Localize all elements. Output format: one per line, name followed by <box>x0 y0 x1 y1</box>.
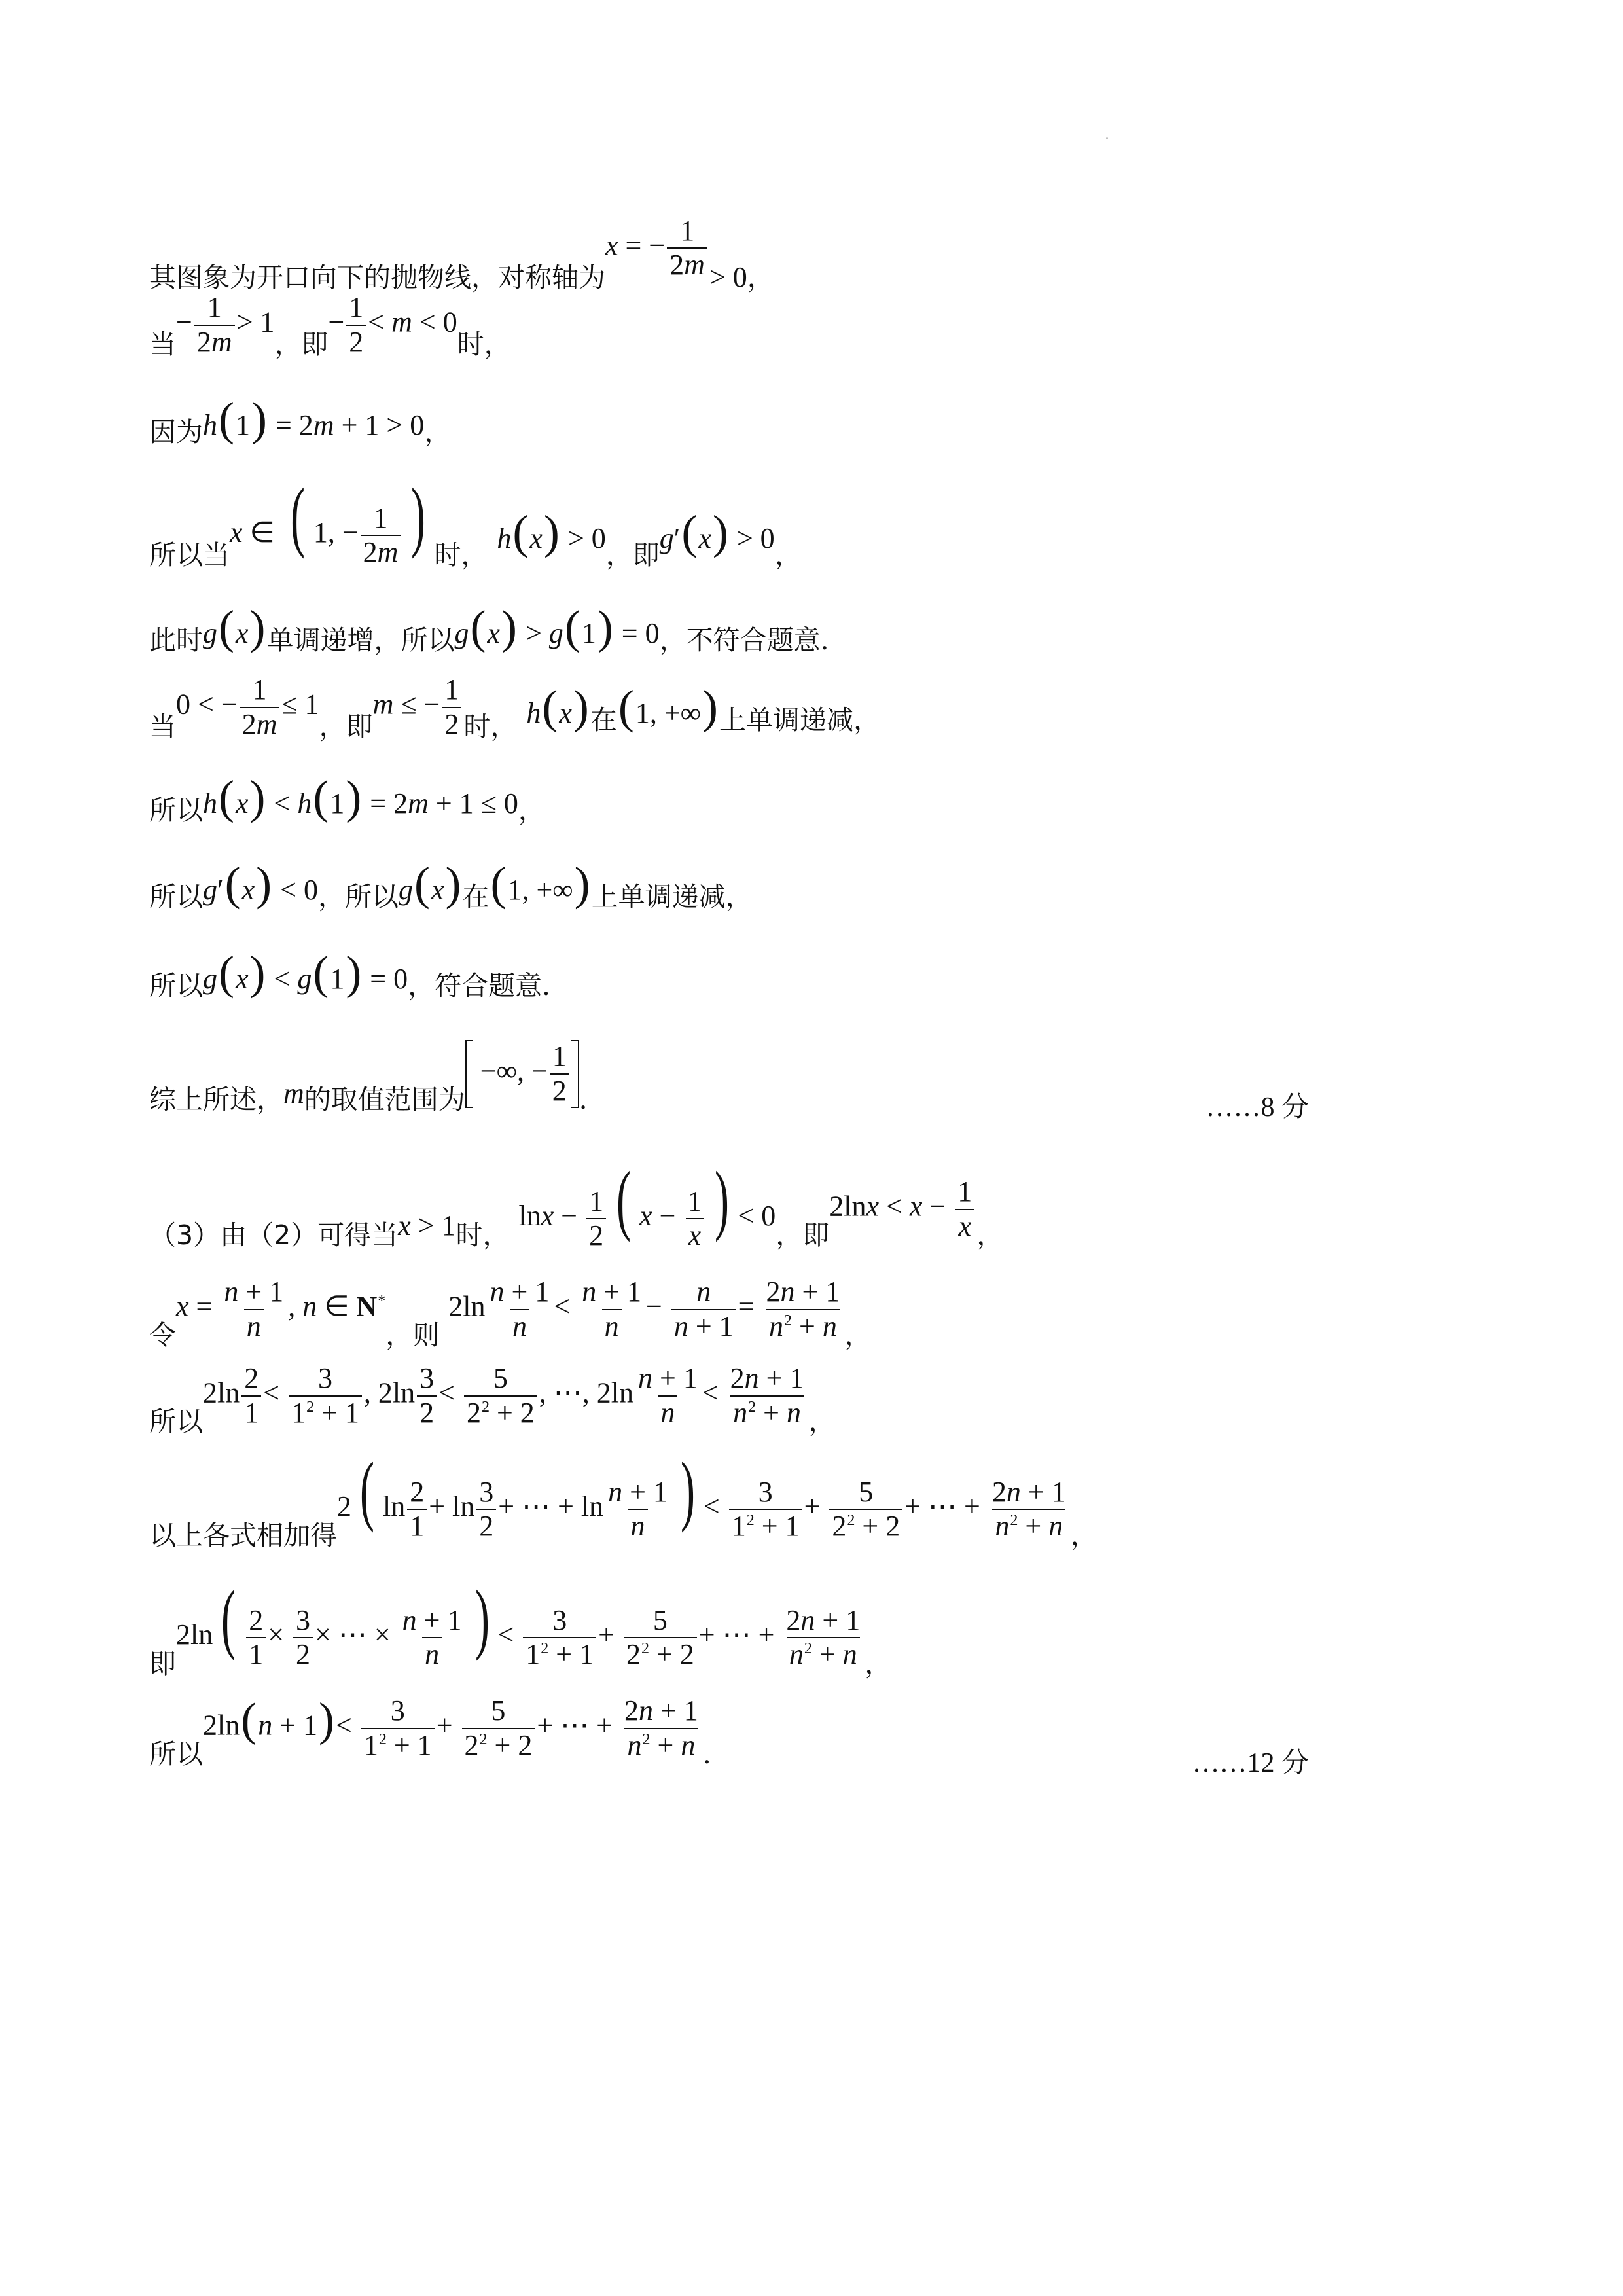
scan-speck <box>1106 137 1108 139</box>
formula-product: 2ln ( $\frac{2}{1}$ × $\frac{3}{2}$ × ⋯ × $\frac{n + 1}{n}$ ) < $\frac{3}{1^2 + 1}$ + $\frac{5}{2^2 + 2}$ + ⋯ + $\frac{2n + 1}{n^2 + n}$ <box>176 1573 861 1670</box>
formula-hx: h(x) <box>526 681 589 734</box>
score-marker-8: ……8 分 <box>1205 1092 1309 1122</box>
text-fragment: ， <box>844 1319 872 1351</box>
text-fragment: 所以 <box>149 1406 203 1437</box>
formula-gprime-negative: g′(x) < 0 <box>203 857 318 910</box>
formula-range-answer: −∞, − $\frac{1}{2}$ <box>465 1040 579 1108</box>
line-sum <box>149 1445 1097 1551</box>
formula-gx-gt-g1: g(x) > g(1) = 0 <box>454 601 660 654</box>
text-fragment: ， <box>808 1406 836 1437</box>
text-fragment: 所以 <box>149 1738 203 1770</box>
text-fragment: ，即 <box>274 329 329 360</box>
formula-gx: g(x) <box>203 601 266 654</box>
text-fragment: 所以 <box>149 795 203 826</box>
text-fragment: 在 <box>590 704 617 736</box>
line-final-result <box>149 1689 730 1768</box>
text-fragment: 时， <box>457 329 511 360</box>
text-fragment: 上单调递减， <box>591 881 753 912</box>
line-substitution <box>149 1270 871 1349</box>
text-fragment: ，即 <box>776 1219 830 1251</box>
line-increasing-case <box>149 601 847 654</box>
text-fragment: 因为 <box>149 416 203 448</box>
text-fragment: ，即 <box>319 711 373 742</box>
formula-x-interval: x ∈ ( 1, − $\frac{1}{2m}$ ) <box>230 471 426 568</box>
line-axis-of-symmetry <box>149 204 774 292</box>
text-fragment: 所以 <box>149 970 203 1001</box>
text-fragment: 上单调递减， <box>719 704 880 736</box>
line-list-terms <box>149 1356 836 1435</box>
line-meets-condition <box>149 946 569 999</box>
formula-term-list: 2ln $\frac{2}{1}$ < $\frac{3}{1^2 + 1}$ , 2ln $\frac{3}{2}$ < $\frac{5}{2^2 + 2}$ , ⋯, 2ln $\frac{n + 1}{n}$ < $\frac{2n + 1}{n^2 + n}$ <box>203 1362 804 1429</box>
formula-axis: x = − $\frac{1}{2m}$ <box>605 216 709 280</box>
text-fragment: 当 <box>149 711 176 742</box>
line-interval-positive <box>149 471 802 571</box>
text-fragment: （3）由（2）可得当 <box>149 1219 399 1251</box>
text-fragment: ，不符合题意． <box>659 624 847 656</box>
formula-2ln-bound: 2ln $\frac{n + 1}{n}$ < $\frac{n + 1}{n}$ − $\frac{n}{n + 1}$ = $\frac{2n + 1}{n^2 + n}$ <box>448 1276 840 1342</box>
line-case-two <box>149 674 880 740</box>
text-fragment: ，则 <box>385 1319 440 1351</box>
text-fragment: 当 <box>149 329 176 360</box>
formula-sum: 2 ( ln $\frac{2}{1}$ + ln $\frac{3}{2}$ + ⋯ + ln $\frac{n + 1}{n}$ ) < $\frac{3}{1^2 + 1}$ + $\frac{5}{2^2 + 2}$ + ⋯ + $\frac{2n + 1}{n^2 + n}$ <box>337 1445 1066 1542</box>
text-fragment: 所以 <box>149 881 203 912</box>
text-fragment: 综上所述， <box>149 1084 283 1115</box>
line-gprime-negative <box>149 857 753 910</box>
line-product <box>149 1573 892 1679</box>
text-fragment: ，所以 <box>317 881 399 912</box>
text-fragment: ， <box>747 261 774 293</box>
text-fragment: 的取值范围为 <box>304 1084 465 1115</box>
formula-hx-positive: h(x) > 0 <box>497 506 606 559</box>
formula-m-le: m ≤ − $\frac{1}{2}$ <box>373 675 464 739</box>
text-fragment: ， <box>774 539 802 571</box>
formula-h1: h(1) = 2m + 1 > 0 <box>203 393 425 446</box>
formula-x-gt-1: x > 1 <box>398 1209 456 1242</box>
score-marker-12: ……12 分 <box>1192 1748 1309 1778</box>
text-fragment: 即 <box>149 1648 176 1679</box>
line-case-one <box>149 292 511 358</box>
text-fragment: 时， <box>434 539 488 571</box>
text-fragment: ， <box>976 1219 1004 1251</box>
formula-final: 2ln(n + 1)< $\frac{3}{1^2 + 1}$ + $\frac{5}{2^2 + 2}$ + ⋯ + $\frac{2n + 1}{n^2 + n}$ <box>203 1693 698 1761</box>
text-fragment: ， <box>865 1648 892 1679</box>
text-fragment: ． <box>702 1738 730 1770</box>
text-fragment: 在 <box>462 881 490 912</box>
text-fragment: ， <box>424 416 452 448</box>
text-fragment: 时， <box>463 711 518 742</box>
line-part-three <box>149 1155 1004 1251</box>
formula-gx-lt-g1: g(x) < g(1) = 0 <box>203 946 408 999</box>
line-hx-le <box>149 771 545 824</box>
formula-2lnx: 2lnx < x − $\frac{1}{x}$ <box>829 1177 976 1241</box>
text-fragment: ， <box>1070 1520 1097 1551</box>
formula-gx-2: g(x) <box>398 857 461 910</box>
formula-x-def: x = $\frac{n + 1}{n}$ , n ∈ N* <box>176 1276 386 1342</box>
text-fragment: 其图象为开口向下的抛物线，对称轴为 <box>149 261 605 293</box>
text-fragment: 时， <box>455 1219 510 1251</box>
formula-m: m <box>283 1077 304 1109</box>
formula-interval-one-inf-2: (1, +∞) <box>490 857 590 910</box>
text-fragment: 以上各式相加得 <box>149 1520 337 1551</box>
text-fragment: ． <box>579 1084 606 1115</box>
formula-ln-inequality: lnx − $\frac{1}{2}$ ( x − $\frac{1}{x}$ ) < 0 <box>518 1155 776 1251</box>
text-fragment: 所以当 <box>149 539 230 571</box>
text-fragment: ，即 <box>605 539 660 571</box>
text-fragment: 令 <box>149 1319 176 1351</box>
text-fragment: 此时 <box>149 624 203 656</box>
formula-condition-two: 0 < − $\frac{1}{2m}$ ≤ 1 <box>176 673 319 740</box>
text-fragment: ，符合题意． <box>408 970 569 1001</box>
formula-m-range: − $\frac{1}{2}$ < m < 0 <box>328 291 457 358</box>
line-conclusion-range <box>149 1034 606 1113</box>
formula-hx-lt-h1: h(x) < h(1) = 2m + 1 ≤ 0 <box>203 771 518 824</box>
formula-gprime-positive: g′(x) > 0 <box>659 506 775 559</box>
formula-gt-zero: > 0 <box>709 261 747 293</box>
formula-interval-one-inf: (1, +∞) <box>618 681 718 734</box>
text-fragment: 单调递增，所以 <box>266 624 455 656</box>
text-fragment: ， <box>518 795 545 826</box>
formula-condition: − $\frac{1}{2m}$ > 1 <box>176 291 275 358</box>
line-h-of-one <box>149 393 451 446</box>
